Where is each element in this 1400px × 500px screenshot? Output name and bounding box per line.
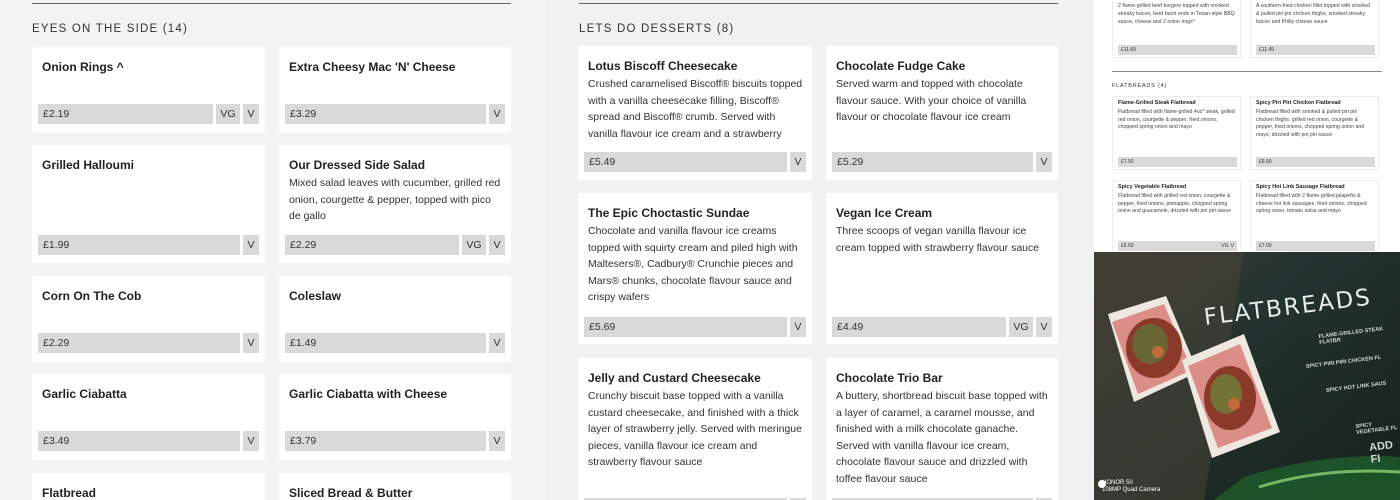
menu-item-card[interactable] — [578, 193, 812, 344]
menu-item-card[interactable] — [279, 374, 511, 460]
vegan-badge: VG — [216, 104, 240, 124]
mini-menu-item-card[interactable] — [1250, 180, 1379, 254]
mini-menu-item-card[interactable] — [1250, 0, 1379, 58]
section-title-desserts: LETS DO DESSERTS (8) — [579, 23, 735, 35]
sides-menu-panel — [0, 0, 546, 500]
mini-item-description: A southern-fried chicken fillet topped with smoked & pulled piri piri chicken thighs, smoked streaky bacon and Philly cheese sauce — [1256, 3, 1370, 25]
vegetarian-badge: V — [1036, 317, 1052, 337]
vegetarian-badge: V — [489, 104, 505, 124]
menu-item-card[interactable] — [578, 46, 812, 180]
menu-item-card[interactable] — [826, 358, 1058, 500]
vegetarian-badge: V — [243, 431, 259, 451]
item-price: £4.49 — [832, 317, 1006, 337]
item-description: Chocolate and vanilla flavour ice creams topped with squirty cream and piled high with Maltesers®, Cadbury® Crunchie pieces and Mars® chunks, chocolate flavour sauce and crispy wafers — [588, 225, 798, 304]
menu-item-card[interactable] — [826, 193, 1058, 344]
mini-item-price: £7.00 — [1256, 241, 1375, 251]
mini-item-description: Flatbread filled with grilled red onion, courgette & pepper, fried onions, pineapple, chopped spring onion and guacamole, drizzled with piri piri sauce — [1118, 192, 1232, 215]
item-price: £2.29 — [38, 333, 240, 353]
mini-item-description: Flatbread filled with smoked & pulled piri piri chicken thighs, grilled red onion, courgette & pepper, fried onions, chopped spring onion and mayo, drizzled with piri piri sauce — [1256, 108, 1365, 139]
photo-sign-text: SPICY HOT LINK SAUS — [1325, 380, 1387, 394]
photo-sign-text: SPICY PIRI PIRI CHICKEN FL — [1305, 354, 1382, 370]
menu-item-card[interactable] — [279, 145, 511, 263]
item-title: Onion Rings ^ — [42, 60, 124, 74]
item-price: £3.79 — [285, 431, 486, 451]
item-title: Flatbread — [42, 486, 97, 500]
item-title: Grilled Halloumi — [42, 158, 135, 172]
mini-item-description: 2 flame-grilled beef burgers topped with smoked streaky bacon, beef burnt ends in Texan-style BBQ sauce, cheese and 2 onion rings^ — [1118, 3, 1235, 25]
item-price: £5.29 — [832, 152, 1033, 172]
item-description: Mixed salad leaves with cucumber, grilled red onion, courgette & pepper, topped with pico de gallo — [289, 177, 501, 223]
mini-vegetarian-badge: V — [1230, 243, 1234, 249]
item-title: Garlic Ciabatta with Cheese — [289, 387, 448, 401]
item-title: Our Dressed Side Salad — [289, 158, 426, 172]
item-description: Three scoops of vegan vanilla flavour ice cream topped with strawberry flavour sauce — [836, 225, 1040, 254]
menu-item-card[interactable] — [32, 145, 265, 263]
mini-menu-item-card[interactable] — [1250, 96, 1379, 170]
item-price: £3.49 — [38, 431, 240, 451]
item-description: Served warm and topped with chocolate flavour sauce. With your choice of vanilla flavour or chocolate flavour ice cream — [836, 78, 1027, 124]
menu-item-card[interactable] — [826, 46, 1058, 180]
camera-model: HONOR 50 — [1102, 480, 1133, 486]
camera-watermark — [1102, 480, 1160, 493]
item-price: £2.29 — [285, 235, 459, 255]
item-price: £1.49 — [285, 333, 486, 353]
item-title: Lotus Biscoff Cheesecake — [588, 59, 738, 73]
mini-item-price: £7.50 — [1118, 157, 1237, 167]
menu-item-card[interactable] — [279, 473, 511, 500]
mini-item-price: £11.49 — [1256, 45, 1375, 55]
vegetarian-badge: V — [243, 104, 259, 124]
menu-item-card[interactable] — [279, 47, 511, 133]
item-title: Coleslaw — [289, 289, 342, 303]
divider — [1112, 71, 1382, 72]
item-description: Crushed caramelised Biscoff® biscuits topped with a vanilla cheesecake filling, Biscoff® spread and Biscoff® crumb. Served with vanilla flavour ice cream and a strawberry — [588, 78, 803, 140]
menu-item-card[interactable] — [32, 473, 265, 500]
item-title: Sliced Bread & Butter — [289, 486, 413, 500]
desserts-menu-panel — [546, 0, 1094, 500]
item-price: £2.19 — [38, 104, 213, 124]
divider — [579, 3, 1058, 4]
vegetarian-badge: V — [243, 333, 259, 353]
vegetarian-badge: V — [243, 235, 259, 255]
item-price: £5.49 — [584, 152, 787, 172]
item-description: A buttery, shortbread biscuit base topped with a layer of caramel, a caramel mousse, and finished with a milk chocolate ganache. Served with vanilla flavour ice cream, chocolate flavour sauce and drizzled with toffee flavour sauce — [836, 390, 1048, 485]
photo-sign-text: FLAME-GRILLED STEAK FLATBR — [1318, 326, 1384, 346]
menu-item-card[interactable] — [32, 47, 265, 133]
item-description: Crunchy biscuit base topped with a vanilla custard cheesecake, and finished with a thick layer of strawberry jelly. Served with meringue pieces, vanilla flavour ice cream and strawberry flavour sauce — [588, 390, 802, 469]
mini-menu-item-card[interactable] — [1112, 0, 1241, 58]
photo-sign-text: ADD FI — [1368, 439, 1394, 466]
mini-item-price: £6.50 — [1256, 157, 1375, 167]
mini-item-description: Flatbread filled with flame-grilled 4oz* steak, grilled red onion, courgette & pepper, fried onions, chopped spring onion and mayo — [1118, 108, 1235, 131]
vegetarian-badge: V — [489, 333, 505, 353]
photo-sign-title: FLATBREADS — [1202, 284, 1374, 331]
mini-item-title: Spicy Piri Piri Chicken Flatbread — [1256, 100, 1341, 106]
menu-item-card[interactable] — [578, 358, 812, 500]
vegan-badge: VG — [462, 235, 486, 255]
section-title-flatbreads: FLATBREADS (4) — [1112, 83, 1168, 89]
item-title: Jelly and Custard Cheesecake — [588, 371, 761, 385]
vegan-badge: VG — [1009, 317, 1033, 337]
mini-item-description: Flatbread filled with 2 flame-grilled jalapeño & cheese hot link sausages, fried onions, chopped spring onion, tomato salsa and mayo — [1256, 192, 1367, 215]
item-title: The Epic Choctastic Sundae — [588, 206, 750, 220]
divider — [32, 3, 511, 4]
vegetarian-badge: V — [489, 235, 505, 255]
menu-item-card[interactable] — [32, 276, 265, 362]
item-title: Garlic Ciabatta — [42, 387, 127, 401]
photo-sign-text: SPICY VEGETABLE FL — [1355, 422, 1398, 436]
mini-item-price — [1118, 241, 1237, 251]
item-title: Chocolate Fudge Cake — [836, 59, 966, 73]
mini-menu-item-card[interactable] — [1112, 96, 1241, 170]
item-title: Extra Cheesy Mac 'N' Cheese — [289, 60, 456, 74]
camera-spec: 108MP Quad Camera — [1102, 486, 1161, 493]
vegetarian-badge: V — [790, 317, 806, 337]
vegetarian-badge: V — [489, 431, 505, 451]
item-price: £3.29 — [285, 104, 486, 124]
item-title: Vegan Ice Cream — [836, 206, 933, 220]
vegetarian-badge: V — [1036, 152, 1052, 172]
mini-menu-item-card[interactable] — [1112, 180, 1241, 254]
menu-item-card[interactable] — [279, 276, 511, 362]
section-title-sides: EYES ON THE SIDE (14) — [32, 23, 188, 35]
item-price: £5.69 — [584, 317, 787, 337]
item-price: £1.99 — [38, 235, 240, 255]
mini-price-value: £6.50 — [1121, 243, 1134, 249]
item-title: Chocolate Trio Bar — [836, 371, 943, 385]
mini-item-title: Spicy Hot Link Sausage Flatbread — [1256, 184, 1345, 190]
flatbreads-photo — [1094, 252, 1400, 500]
vegetarian-badge: V — [790, 152, 806, 172]
item-title: Corn On The Cob — [42, 289, 142, 303]
mini-item-title: Spicy Vegetable Flatbread — [1118, 184, 1187, 190]
mini-vegan-badge: VG — [1221, 243, 1229, 249]
mini-item-title: Flame-Grilled Steak Flatbread — [1118, 100, 1196, 106]
mini-item-price: £11.69 — [1118, 45, 1237, 55]
menu-item-card[interactable] — [32, 374, 265, 460]
